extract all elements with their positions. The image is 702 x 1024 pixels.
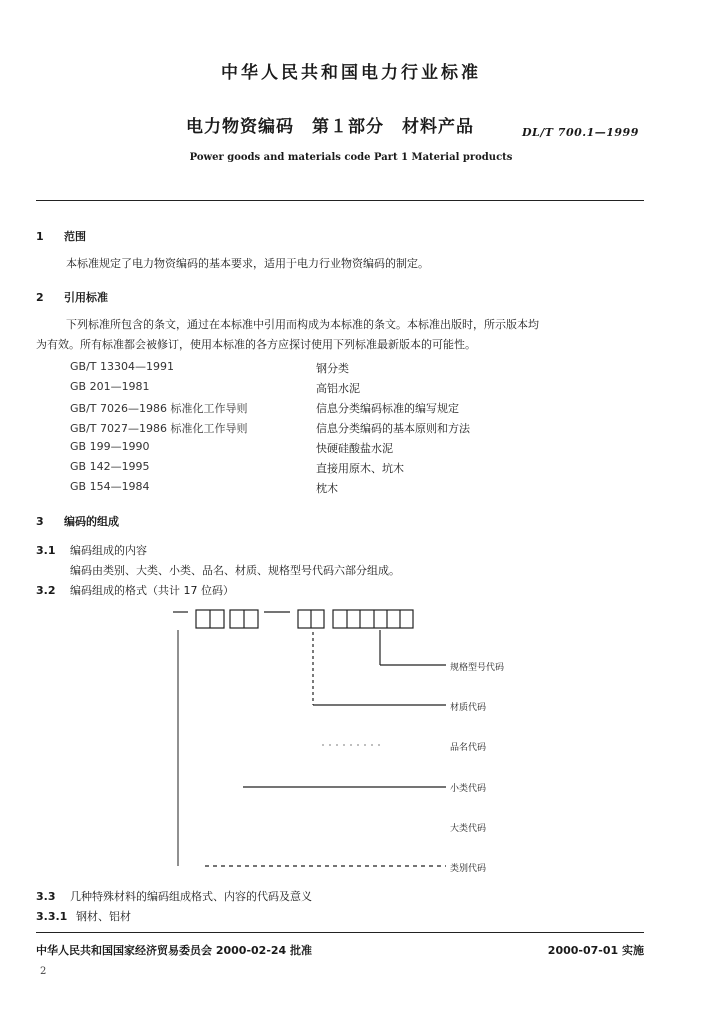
reference-title: 快硬硅酸盐水泥 [316,442,393,455]
section-title: 引用标准 [64,291,108,304]
subsection-title: 编码组成的内容 [70,544,147,557]
header-divider [36,200,644,201]
section-1-text: 本标准规定了电力物资编码的基本要求，适用于电力行业物资编码的制定。 [66,257,429,270]
reference-title: 信息分类编码标准的编写规定 [316,402,459,415]
code-box [230,610,258,628]
section-number: 3 [36,515,44,528]
section-2-heading [36,289,108,305]
section-3-2-heading [36,582,234,598]
section-1-heading [36,228,86,244]
english-title: Power goods and materials code Part 1 Material products [189,152,513,163]
section-3-3-heading [36,888,312,904]
document-code: DL/T 700.1—1999 [522,126,639,139]
label-category-code: 类别代码 [450,864,487,874]
code-box [333,610,413,628]
subsection-number: 3.2 [36,584,56,597]
implementation-date: 2000-07-01 实施 [547,944,644,957]
section-2-text-line-2: 为有效。所有标准都会被修订，使用本标准的各方应探讨使用下列标准最新版本的可能性。 [36,338,476,351]
reference-code: GB 201—1981 [70,380,150,393]
subsection-number: 3.3 [36,890,56,903]
page-number: 2 [40,966,47,977]
subsection-number: 3.3.1 [36,910,68,923]
reference-code: GB/T 7026—1986 标准化工作导则 [70,402,248,415]
reference-code: GB/T 13304—1991 [70,360,174,373]
approval-line: 中华人民共和国国家经济贸易委员会 2000-02-24 批准 [36,944,313,957]
document-title: 电力物资编码 第１部分 材料产品 [186,117,474,137]
section-number: 1 [36,230,44,243]
subsection-number: 3.1 [36,544,56,557]
label-major-class-code: 大类代码 [450,824,487,834]
code-box [196,610,224,628]
reference-code: GB/T 7027—1986 标准化工作导则 [70,422,248,435]
header-organization: 中华人民共和国电力行业标准 [221,63,481,83]
section-number: 2 [36,291,44,304]
label-material-code: 材质代码 [450,703,487,713]
label-subclass-code: 小类代码 [450,784,487,794]
section-title: 范围 [64,230,86,243]
section-3-1-heading [36,542,147,558]
label-product-name-code: 品名代码 [450,743,487,753]
label-spec-code: 规格型号代码 [450,663,505,673]
reference-title: 枕木 [316,482,338,495]
code-box [298,610,324,628]
reference-title: 高铝水泥 [316,382,360,395]
reference-code: GB 142—1995 [70,460,150,473]
section-title: 编码的组成 [64,515,119,528]
reference-code: GB 154—1984 [70,480,150,493]
subsection-title: 几种特殊材料的编码组成格式、内容的代码及意义 [70,890,312,903]
reference-title: 钢分类 [316,362,349,375]
subsection-title: 钢材、铝材 [76,910,131,923]
subsection-title: 编码组成的格式（共计 17 位码） [70,584,234,597]
reference-title: 直接用原木、坑木 [316,462,404,475]
section-3-3-1-heading [36,908,131,924]
reference-title: 信息分类编码的基本原则和方法 [316,422,470,435]
section-2-text-line-1: 下列标准所包含的条文，通过在本标准中引用而构成为本标准的条文。本标准出版时，所示版本均 [66,318,539,331]
footer-divider [36,932,644,933]
section-3-1-text: 编码由类别、大类、小类、品名、材质、规格型号代码六部分组成。 [70,564,400,577]
reference-code: GB 199—1990 [70,440,150,453]
section-3-heading [36,513,119,529]
